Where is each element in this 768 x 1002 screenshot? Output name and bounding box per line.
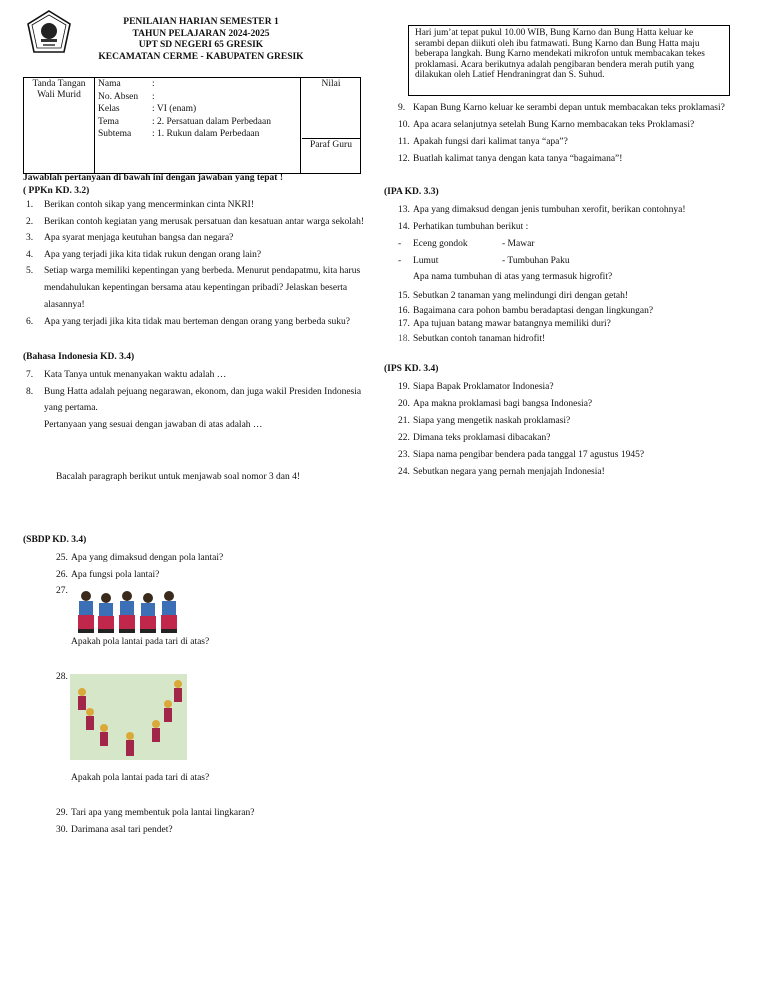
section-title-ppkn: ( PPKn KD. 3.2) — [23, 186, 90, 196]
question-item: 9. Kapan Bung Karno keluar ke serambi depan untuk membacakan teks proklamasi? — [398, 103, 725, 113]
field-tema: Tema : 2. Persatuan dalam Perbedaan — [98, 116, 271, 127]
question-item: 27. — [56, 586, 68, 596]
question-item: 5. Setiap warga memiliki kepentingan yang berbeda. Menurut pendapatmu, kita harus mendahulukan kepentingan bersama atau kepentingan pribadi? Jelaskan beserta alasannya! — [26, 266, 361, 310]
question-item: 1. Berikan contoh sikap yang mencerminkan cinta NKRI! — [26, 200, 254, 210]
header-line: TAHUN PELAJARAN 2024-2025 — [132, 28, 270, 39]
dancer-figure — [78, 591, 94, 633]
section-title-ipa: (IPA KD. 3.3) — [384, 187, 439, 197]
question-item: 23. Siapa nama pengibar bendera pada tanggal 17 agustus 1945? — [398, 450, 645, 460]
section-title-ips: (IPS KD. 3.4) — [384, 364, 439, 374]
question-item: 22. Dimana teks proklamasi dibacakan? — [398, 433, 551, 443]
exam-header — [90, 17, 312, 63]
bindo-right-question-list — [398, 100, 743, 168]
ipa-question-list — [398, 202, 743, 235]
signature-label: Tanda Tangan — [32, 79, 86, 89]
question-followup: Apakah pola lantai pada tari di atas? — [71, 637, 210, 647]
field-no-absen[interactable]: No. Absen : — [98, 91, 155, 102]
question-item: 30. Darimana asal tari pendet? — [56, 824, 173, 835]
question-followup: Pertanyaan yang sesuai dengan jawaban di atas adalah … — [44, 419, 263, 430]
question-item: 16. Bagaimana cara pohon bambu beradaptasi dengan lingkungan? — [398, 305, 654, 316]
question-item: 21. Siapa yang mengetik naskah proklamasi? — [398, 416, 571, 426]
question-item: 19. Siapa Bapak Proklamator Indonesia? — [398, 382, 554, 392]
reading-passage: Hari jum’at tepat pukul 10.00 WIB, Bung Karno dan Bung Hatta keluar ke serambi depan diikuti oleh ibu fatmawati. Bung Karno dan Bung Hatta maju beberapa langkah. Bung Karno mendekati mikrofon untuk membacakan tekes proklamasi. Acara berikutnya adalah pengibaran bendera merah putih yang dilakukan oleh Latief Hendraningrat dan S. Suhud. — [408, 25, 730, 96]
plant-list — [398, 236, 648, 270]
question-item: 3. Apa syarat menjaga keutuhan bangsa dan negara? — [26, 233, 234, 243]
ppkn-question-list — [26, 197, 376, 331]
instruction: Jawablah pertanyaan di bawah ini dengan jawaban yang tepat ! — [23, 173, 283, 183]
dance-image-row — [72, 587, 182, 637]
bindo-question-list — [26, 367, 371, 433]
score-column — [302, 78, 360, 173]
ips-question-list — [398, 379, 743, 481]
score-label: Nilai — [321, 79, 341, 89]
question-item: 15. Sebutkan 2 tanaman yang melindungi diri dengan getah! — [398, 291, 629, 301]
question-item: 18. Sebutkan contoh tanaman hidrofit! — [398, 333, 546, 344]
field-kelas: Kelas : VI (enam) — [98, 104, 197, 114]
question-item: 10. Apa acara selanjutnya setelah Bung Karno membacakan teks Proklamasi? — [398, 120, 695, 130]
field-subtema: Subtema : 1. Rukun dalam Perbedaan — [98, 129, 260, 139]
field-nama[interactable]: Nama : — [98, 79, 155, 89]
section-title-bindo: (Bahasa Indonesia KD. 3.4) — [23, 352, 135, 362]
question-item: 2. Berikan contoh kegiatan yang merusak persatuan dan kesatuan antar warga sekolah! — [26, 216, 365, 227]
plant-row: - Eceng gondok - Mawar — [398, 239, 535, 249]
question-followup: Apa nama tumbuhan di atas yang termasuk higrofit? — [413, 272, 613, 282]
question-item: 13. Apa yang dimaksud dengan jenis tumbuhan xerofit, berikan contohnya! — [398, 205, 686, 215]
dance-image-circle — [70, 674, 187, 760]
header-line: KECAMATAN CERME - KABUPATEN GRESIK — [98, 51, 304, 62]
sbdp-end-questions — [56, 805, 356, 838]
teacher-signature-label: Paraf Guru — [310, 140, 352, 150]
question-item: 26. Apa fungsi pola lantai? — [56, 569, 160, 580]
plant-row: - Lumut - Tumbuhan Paku — [398, 256, 570, 266]
question-item: 29. Tari apa yang membentuk pola lantai lingkaran? — [56, 808, 255, 818]
teacher-signature-cell[interactable] — [302, 139, 360, 152]
question-item: 11. Apakah fungsi dari kalimat tanya “apa”? — [398, 137, 568, 147]
school-logo — [26, 10, 72, 54]
parent-signature-cell[interactable] — [24, 78, 95, 174]
reading-instruction: Bacalah paragraph berikut untuk menjawab soal nomor 3 dan 4! — [56, 472, 301, 482]
score-cell[interactable] — [302, 78, 360, 139]
ipa-rest-list — [398, 288, 743, 347]
header-line: UPT SD NEGERI 65 GRESIK — [138, 40, 264, 50]
student-fields — [95, 78, 301, 173]
question-item: 25. Apa yang dimaksud dengan pola lantai? — [56, 553, 224, 563]
question-item: 8. Bung Hatta adalah pejuang negarawan, ekonom, dan juga wakil Presiden Indonesia yang pertama. — [26, 386, 362, 413]
question-item: 6. Apa yang terjadi jika kita tidak mau berteman dengan orang yang berbeda suku? — [26, 317, 350, 327]
question-item: 24. Sebutkan negara yang pernah menjajah Indonesia! — [398, 467, 605, 477]
question-number: 28. — [56, 672, 68, 682]
signature-label: Wali Murid — [37, 90, 81, 100]
question-item: 12. Buatlah kalimat tanya dengan kata tanya “bagaimana”! — [398, 154, 623, 164]
question-item: 20. Apa makna proklamasi bagi bangsa Indonesia? — [398, 399, 593, 409]
question-item: 7. Kata Tanya untuk menanyakan waktu adalah … — [26, 370, 227, 380]
question-item: 14. Perhatikan tumbuhan berikut : — [398, 221, 529, 232]
question-item: 4. Apa yang terjadi jika kita tidak rukun dengan orang lain? — [26, 249, 262, 260]
student-info-table — [23, 77, 361, 174]
question-item: 17. Apa tujuan batang mawar batangnya memiliki duri? — [398, 318, 611, 329]
section-title-sbdp: (SBDP KD. 3.4) — [23, 535, 87, 545]
header-line: PENILAIAN HARIAN SEMESTER 1 — [123, 17, 279, 27]
question-followup: Apakah pola lantai pada tari di atas? — [71, 773, 210, 783]
